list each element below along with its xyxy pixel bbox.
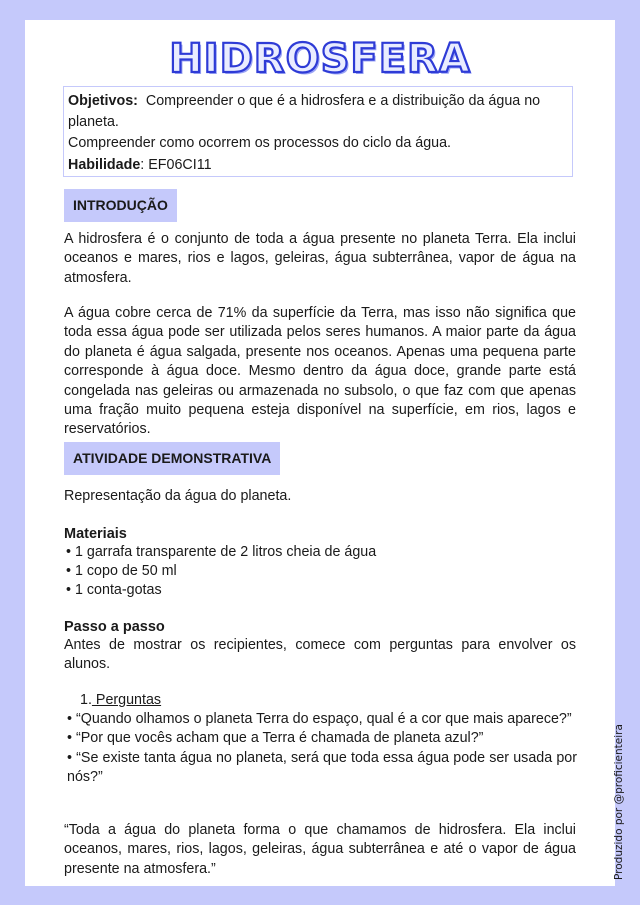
skill-value: : EF06CI11 [140, 156, 212, 173]
skill-label: Habilidade [68, 156, 141, 173]
questions-list [67, 710, 577, 788]
question-item: • “Por que vocês acham que a Terra é chamada de planeta azul?” [67, 730, 484, 747]
intro-paragraph-2: A água cobre cerca de 71% da superfície da Terra, mas isso não significa que toda essa água pode ser utilizada pelos seres humanos. A maior parte da água do planeta é água salgada, presente nos oceanos. Apenas uma pequena parte corresponde à água doce. Mesmo dentro da água doce, grande parte está congelada nas geleiras ou armazenada no subsolo, o que faz com que apenas uma fração muito pequena esteja disponível na superfície, em rios, lagos e reservatórios. [64, 305, 576, 438]
intro-paragraph-1: A hidrosfera é o conjunto de toda a água presente no planeta Terra. Ela inclui oceanos e mares, rios e lagos, geleiras, água subterrânea, vapor de água na atmosfera. [64, 231, 576, 286]
steps-intro: Antes de mostrar os recipientes, comece com perguntas para envolver os alunos. [64, 637, 576, 673]
closing-quote: “Toda a água do planeta forma o que chamamos de hidrosfera. Ela inclui oceanos, mares, rios, lagos, geleiras, água subterrânea e até o vapor de água presente na atmosfera.” [64, 822, 576, 877]
objectives-label: Objetivos: [68, 93, 138, 109]
materials-list [64, 543, 576, 600]
materials-heading: Materiais [64, 526, 127, 542]
question-item: • “Se existe tanta água no planeta, será que toda essa água pode ser usada por nós?” [67, 749, 577, 786]
questions-heading [80, 692, 161, 708]
activity-heading: ATIVIDADE DEMONSTRATIVA [64, 442, 280, 475]
page-title: HIDROSFERA [169, 36, 471, 82]
material-item: • 1 garrafa transparente de 2 litros cheia de água [66, 544, 377, 560]
objectives-box [63, 86, 573, 177]
steps-heading: Passo a passo [64, 619, 165, 635]
objective-2: Compreender como ocorrem os processos do ciclo da água. [68, 135, 452, 152]
material-item: • 1 copo de 50 ml [66, 563, 177, 579]
author-credit: Produzido por @proficienteira [613, 724, 625, 880]
material-item: • 1 conta-gotas [66, 582, 162, 598]
activity-intro: Representação da água do planeta. [64, 488, 292, 504]
objective-1: Compreender o que é a hidrosfera e a distribuição da água no planeta. [68, 93, 541, 131]
intro-heading: INTRODUÇÃO [64, 189, 177, 222]
questions-number: 1. [80, 692, 92, 708]
question-item: • “Quando olhamos o planeta Terra do espaço, qual é a cor que mais aparece?” [67, 711, 572, 727]
questions-label: Perguntas [91, 692, 162, 708]
worksheet-page [25, 20, 615, 886]
